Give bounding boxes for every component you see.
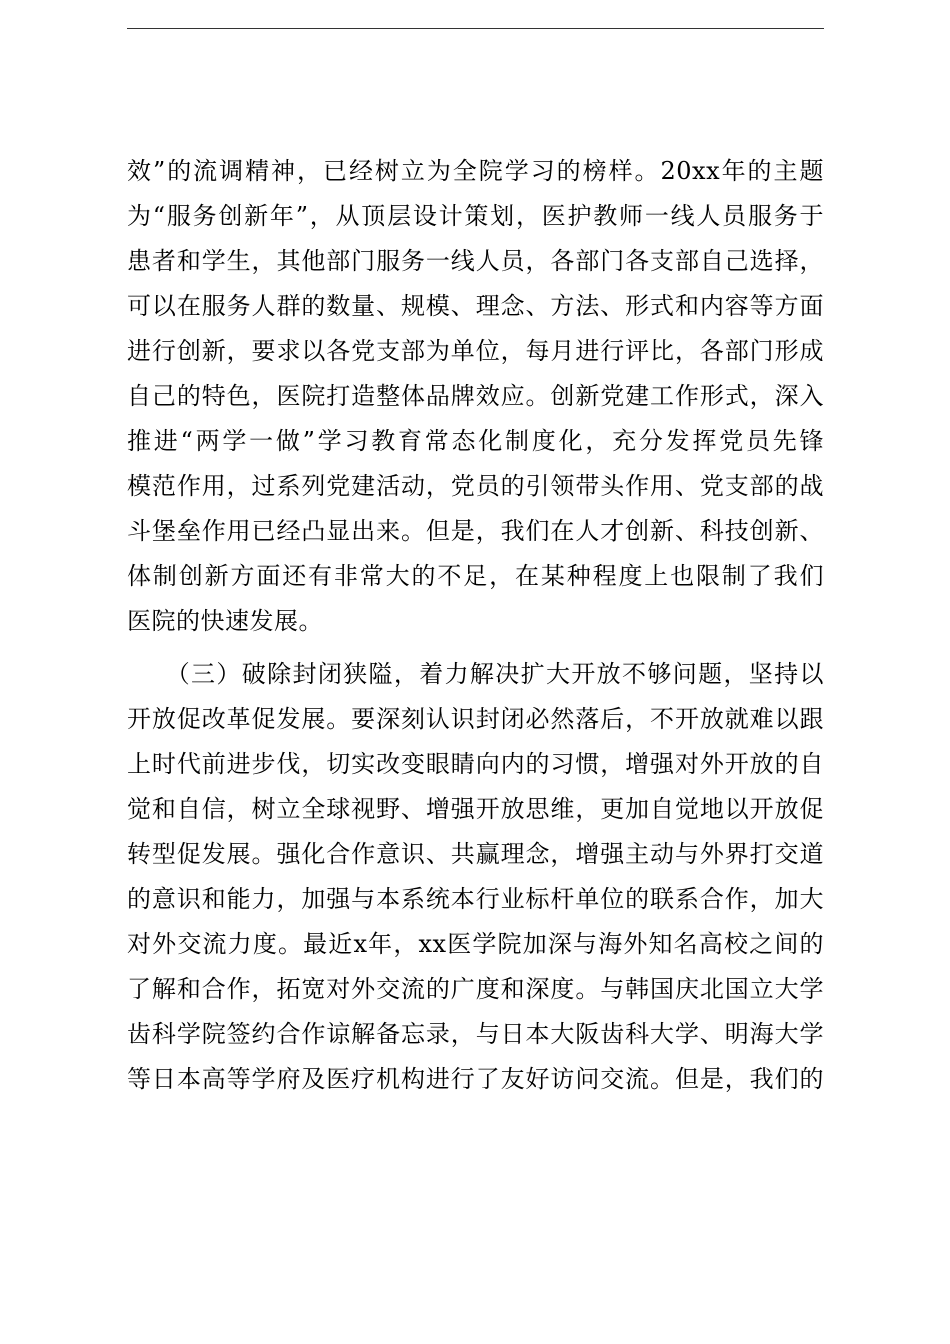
text-line: 了解和合作，拓宽对外交流的广度和深度。与韩国庆北国立大学: [127, 975, 824, 1003]
text-line: 转型促发展。强化合作意识、共赢理念，增强主动与外界打交道: [127, 840, 824, 868]
text-line: 医院的快速发展。: [127, 607, 323, 635]
text-line: 对外交流力度。最近x年，xx医学院加深与海外知名高校之间的: [127, 930, 824, 958]
header-rule: [127, 28, 824, 29]
text-line: 上时代前进步伐，切实改变眼睛向内的习惯，增强对外开放的自: [127, 750, 824, 778]
text-line: 进行创新，要求以各党支部为单位，每月进行评比，各部门形成: [127, 337, 824, 365]
text-line: 齿科学院签约合作谅解备忘录，与日本大阪齿科大学、明海大学: [127, 1020, 824, 1048]
text-line: 为“服务创新年”，从顶层设计策划，医护教师一线人员服务于: [127, 202, 824, 230]
text-line: 觉和自信，树立全球视野、增强开放思维，更加自觉地以开放促: [127, 795, 824, 823]
paragraph-gap: [127, 644, 824, 652]
text-line: 患者和学生，其他部门服务一线人员，各部门各支部自己选择，: [127, 247, 824, 275]
text-line: 体制创新方面还有非常大的不足，在某种程度上也限制了我们: [127, 562, 824, 590]
text-line: 效”的流调精神，已经树立为全院学习的榜样。20xx年的主题: [127, 157, 824, 185]
text-line: 斗堡垒作用已经凸显出来。但是，我们在人才创新、科技创新、: [127, 517, 824, 545]
paragraph-1: [127, 149, 824, 644]
text-line: 可以在服务人群的数量、规模、理念、方法、形式和内容等方面: [127, 292, 824, 320]
text-line: 推进“两学一做”学习教育常态化制度化，充分发挥党员先锋: [127, 427, 824, 455]
paragraph-2: [127, 652, 824, 1102]
text-line: 模范作用，过系列党建活动，党员的引领带头作用、党支部的战: [127, 472, 824, 500]
text-line: 自己的特色，医院打造整体品牌效应。创新党建工作形式，深入: [127, 382, 824, 410]
text-line: 开放促改革促发展。要深刻认识封闭必然落后，不开放就难以跟: [127, 705, 824, 733]
document-body: [127, 149, 824, 1102]
text-line: （三）破除封闭狭隘，着力解决扩大开放不够问题，坚持以: [127, 660, 824, 688]
text-line: 等日本高等学府及医疗机构进行了友好访问交流。但是，我们的: [127, 1065, 824, 1093]
text-line: 的意识和能力，加强与本系统本行业标杆单位的联系合作，加大: [127, 885, 824, 913]
